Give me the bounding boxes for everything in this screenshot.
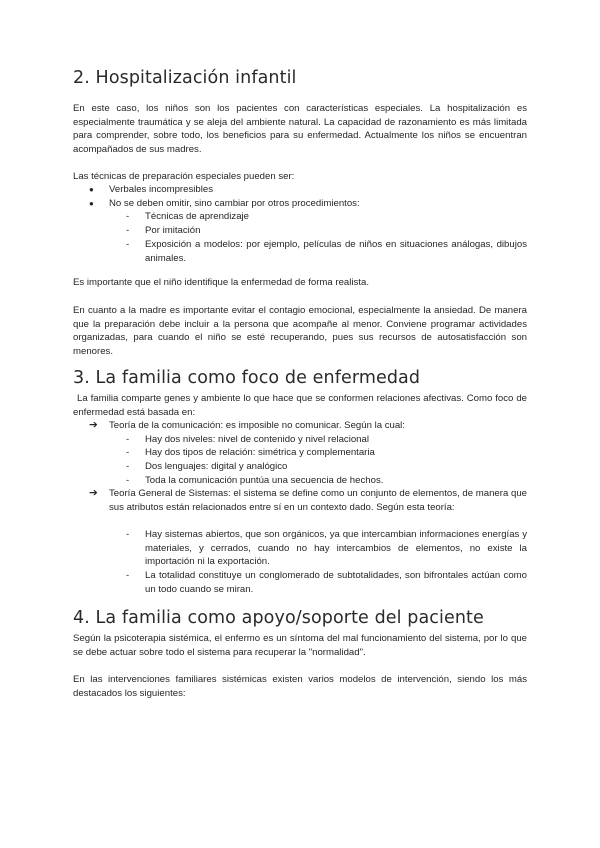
section-3-intro: La familia comparte genes y ambiente lo que hace que se conformen relaciones afectivas. Como foco de enfermedad está basada en: xyxy=(73,393,527,418)
arrow-item-systems: Teoría General de Sistemas: el sistema se define como un conjunto de elementos, de manera que sus atributos están relacionados entre sí en un contexto dado. Según esta teoría: xyxy=(109,488,527,513)
section-2-heading: 2. Hospitalización infantil xyxy=(73,68,297,88)
dash-marker: - xyxy=(126,434,130,445)
section-4-paragraph-1: Según la psicoterapia sistémica, el enfermo es un síntoma del mal funcionamiento del sistema, por lo que se debe actuar sobre todo el sistema para recuperar la "normalidad". xyxy=(73,633,527,658)
dash-marker: - xyxy=(126,225,130,236)
paragraph-realista: Es importante que el niño identifique la enfermedad de forma realista. xyxy=(73,277,369,288)
arrow-item-communication: Teoría de la comunicación: es imposible no comunicar. Según la cual: xyxy=(109,420,405,431)
section-3-heading: 3. La familia como foco de enfermedad xyxy=(73,368,421,388)
sub-item: Toda la comunicación puntúa una secuencia de hechos. xyxy=(145,475,384,486)
dash-marker: - xyxy=(126,475,130,486)
section-4-heading: 4. La familia como apoyo/soporte del paciente xyxy=(73,608,484,628)
sub-item: Técnicas de aprendizaje xyxy=(145,211,249,222)
dash-marker: - xyxy=(126,461,130,472)
dash-marker: - xyxy=(126,447,130,458)
sub-item: Exposición a modelos: por ejemplo, películas de niños en situaciones análogas, dibujos animales. xyxy=(145,239,527,264)
dash-marker: - xyxy=(126,239,130,250)
dash-marker: - xyxy=(126,529,130,540)
bullet-item: No se deben omitir, sino cambiar por otros procedimientos: xyxy=(109,198,360,209)
arrow-marker: ➔ xyxy=(89,419,98,431)
arrow-marker: ➔ xyxy=(89,487,98,499)
bullet-item: Verbales incompresibles xyxy=(109,184,213,195)
sub-item: Dos lenguajes: digital y analógico xyxy=(145,461,288,472)
dash-marker: - xyxy=(126,211,130,222)
dash-marker: - xyxy=(126,570,130,581)
sub-item: Hay sistemas abiertos, que son orgánicos, ya que intercambian informaciones energías y materiales, y cerrados, cuando no hay intercambios de elementos, no existe la importación ni la exportación. xyxy=(145,529,527,568)
section-2-intro: En este caso, los niños son los pacientes con características especiales. La hospitalización es especialmente traumática y se aleja del ambiente natural. La capacidad de razonamiento es más limitada para comprender, sobre todo, los beneficios para su enfermedad. Actualmente los niños se encuentran acompañados de sus madres. xyxy=(73,103,527,156)
sub-item: Por imitación xyxy=(145,225,201,236)
bullet-marker: ● xyxy=(89,199,94,208)
sub-item: Hay dos tipos de relación: simétrica y complementaria xyxy=(145,447,375,458)
paragraph-madre: En cuanto a la madre es importante evitar el contagio emocional, especialmente la ansiedad. De manera que la preparación debe incluir a la persona que acompañe al menor. Conviene programar actividades organizadas, para cuando el niño se esté recuperando, pues sus recursos de autosatisfacción son menores. xyxy=(73,305,527,358)
sub-item: La totalidad constituye un conglomerado de subtotalidades, son bifrontales actúan como un todo cuando se miran. xyxy=(145,570,527,595)
techniques-intro: Las técnicas de preparación especiales pueden ser: xyxy=(73,171,295,182)
bullet-marker: ● xyxy=(89,185,94,194)
sub-item: Hay dos niveles: nivel de contenido y nivel relacional xyxy=(145,434,369,445)
section-4-paragraph-2: En las intervenciones familiares sistémicas existen varios modelos de intervención, siendo los más destacados los siguientes: xyxy=(73,674,527,699)
